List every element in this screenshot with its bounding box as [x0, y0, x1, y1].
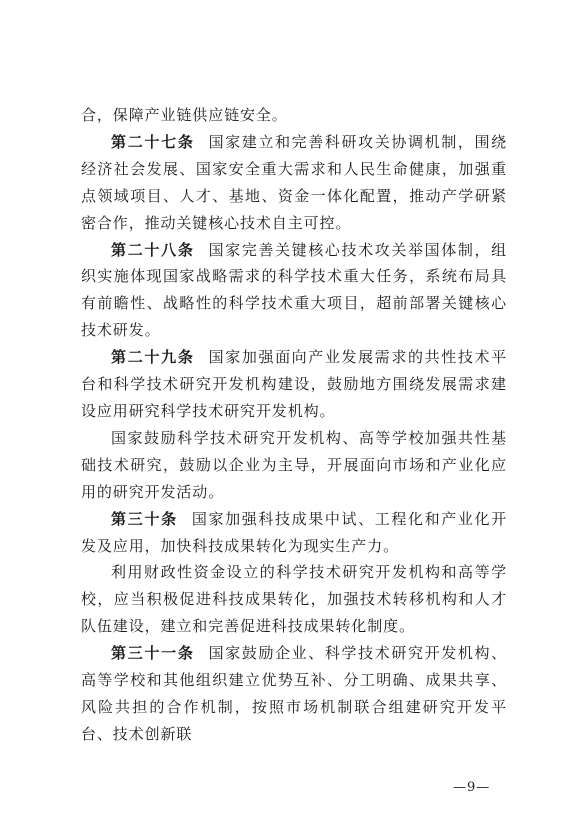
article-29-paragraph-2 — [81, 425, 507, 506]
article-29 — [81, 344, 507, 425]
page-number: —9— — [453, 780, 491, 795]
paragraph-text: 国家鼓励科学技术研究开发机构、高等学校加强共性基础技术研究，鼓励以企业为主导，开展面向市场和产业化应用的研究开发活动。 — [81, 428, 507, 501]
article-30-paragraph-2 — [81, 559, 507, 640]
paragraph-text: 国家加强面向产业发展需求的共性技术平台和科学技术研究开发机构建设，鼓励地方围绕发展需求建设应用研究科学技术研究开发机构。 — [81, 348, 507, 420]
body-text — [81, 102, 507, 748]
article-28 — [81, 237, 507, 345]
article-number: 第三十一条 — [111, 644, 195, 663]
article-number: 第二十八条 — [111, 240, 195, 259]
article-27 — [81, 129, 507, 237]
paragraph-text: 合，保障产业链供应链安全。 — [81, 106, 288, 124]
paragraph-text: 国家鼓励企业、科学技术研究开发机构、高等学校和其他组织建立优势互补、分工明确、成果共享、风险共担的合作机制，按照市场机制联合组建研究开发平台、技术创新联 — [81, 644, 507, 743]
paragraph-text: 国家建立和完善科研攻关协调机制，围绕经济社会发展、国家安全重大需求和人民生命健康，加强重点领域项目、人才、基地、资金一体化配置，推动产学研紧密合作，推动关键核心技术自主可控。 — [81, 132, 507, 232]
paragraph-text: 利用财政性资金设立的科学技术研究开发机构和高等学校，应当积极促进科技成果转化，加强技术转移机构和人才队伍建设，建立和完善促进科技成果转化制度。 — [81, 563, 507, 636]
paragraph-1 — [81, 102, 507, 129]
article-31 — [81, 640, 507, 748]
article-number: 第二十九条 — [111, 348, 195, 367]
paragraph-text: 国家加强科技成果中试、工程化和产业化开发及应用，加快科技成果转化为现实生产力。 — [81, 509, 507, 555]
article-number: 第三十条 — [111, 509, 178, 528]
paragraph-text: 国家完善关键核心技术攻关举国体制，组织实施体现国家战略需求的科学技术重大任务，系统布局具有前瞻性、战略性的科学技术重大项目，超前部署关键核心技术研发。 — [81, 240, 507, 340]
article-number: 第二十七条 — [111, 132, 195, 151]
article-30 — [81, 506, 507, 560]
